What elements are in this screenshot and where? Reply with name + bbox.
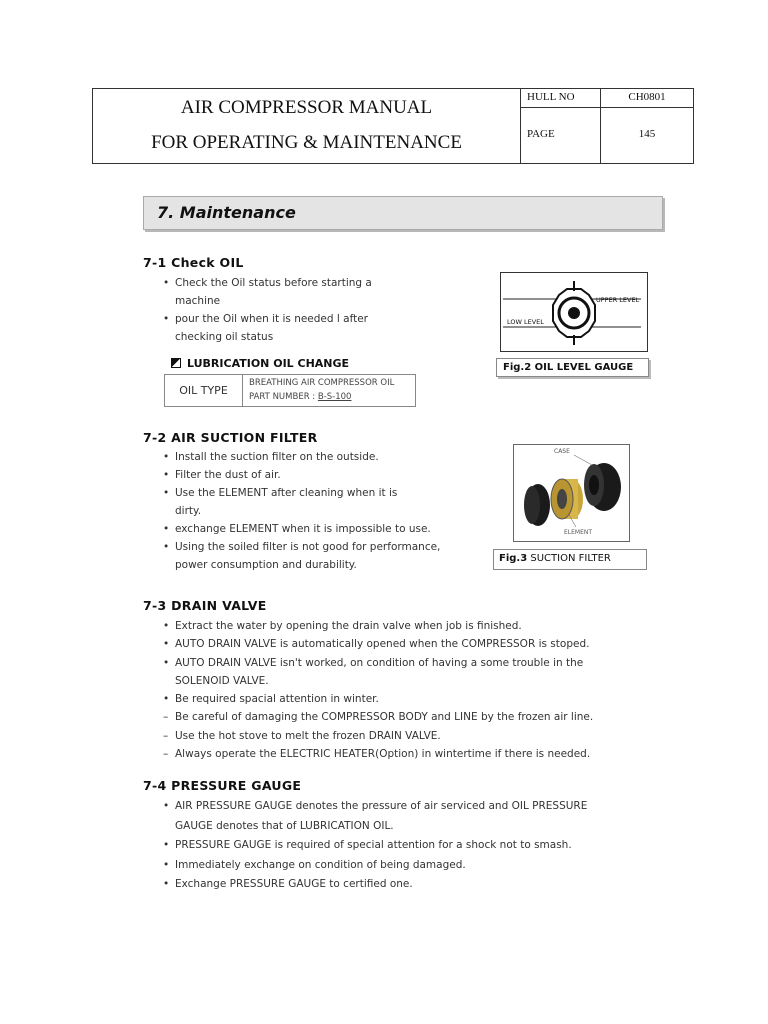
checkbox-marker-icon <box>171 358 181 368</box>
heading-drain-valve: 7-3 DRAIN VALVE <box>143 598 267 613</box>
heading-pressure-gauge: 7-4 PRESSURE GAUGE <box>143 778 302 793</box>
list-item: • AUTO DRAIN VALVE isn't worked, on condition of having a some trouble in the <box>163 656 584 669</box>
list-item-cont: SOLENOID VALVE. <box>175 674 269 687</box>
drain-valve-text <box>163 617 683 763</box>
section-title: 7. Maintenance <box>157 203 296 222</box>
list-item: • pour the Oil when it is needed l after <box>163 313 368 325</box>
section-banner <box>143 196 663 230</box>
list-item-cont: GAUGE denotes that of LUBRICATION OIL. <box>175 819 394 832</box>
list-item: • AIR PRESSURE GAUGE denotes the pressure of air serviced and OIL PRESSURE <box>163 800 588 812</box>
list-item-cont: checking oil status <box>175 331 274 343</box>
oil-level-gauge-figure <box>500 272 648 352</box>
lubrication-title: LUBRICATION OIL CHANGE <box>187 357 350 370</box>
element-label: ELEMENT <box>564 529 593 536</box>
oil-type-label: OIL TYPE <box>165 375 243 406</box>
list-item: • Check the Oil status before starting a <box>163 277 372 289</box>
pressure-gauge-text <box>163 797 683 895</box>
list-item-cont: dirty. <box>175 505 202 517</box>
list-item-cont: machine <box>175 295 221 307</box>
case-label: CASE <box>554 448 570 455</box>
page-label: PAGE <box>521 108 601 163</box>
fig2-caption: Fig.2 OIL LEVEL GAUGE <box>496 358 649 377</box>
header-table <box>92 88 694 164</box>
part-number-value: B-S-100 <box>317 392 352 402</box>
suction-filter-text <box>163 448 463 574</box>
suction-filter-figure <box>513 444 630 542</box>
list-item: • Using the soiled filter is not good for performance, <box>163 541 441 553</box>
upper-level-label: UPPER LEVEL <box>596 296 640 304</box>
low-level-label: LOW LEVEL <box>507 318 544 326</box>
list-item: • Filter the dust of air. <box>163 469 281 481</box>
part-number: PART NUMBER : B-S-100 <box>249 392 352 402</box>
lubrication-table <box>164 374 416 407</box>
list-item: • AUTO DRAIN VALVE is automatically opened when the COMPRESSOR is stoped. <box>163 638 590 651</box>
sub-item: – Always operate the ELECTRIC HEATER(Option) in wintertime if there is needed. <box>163 748 591 761</box>
heading-air-suction-filter: 7-2 AIR SUCTION FILTER <box>143 430 318 445</box>
list-item: • PRESSURE GAUGE is required of special attention for a shock not to smash. <box>163 839 572 851</box>
suction-filter-icon <box>514 445 629 541</box>
list-item: • Use the ELEMENT after cleaning when it is <box>163 487 398 499</box>
list-item: • exchange ELEMENT when it is impossible to use. <box>163 523 431 535</box>
title-line-1: AIR COMPRESSOR MANUAL <box>180 97 433 118</box>
hull-label: HULL NO <box>521 89 601 108</box>
oil-gauge-icon <box>501 273 647 351</box>
hull-value: CH0801 <box>601 89 693 108</box>
page-number: 145 <box>638 128 656 140</box>
heading-check-oil: 7-1 Check OIL <box>143 255 244 270</box>
list-item-cont: power consumption and durability. <box>175 559 357 571</box>
sub-item: – Use the hot stove to melt the frozen DRAIN VALVE. <box>163 729 441 742</box>
sub-item: – Be careful of damaging the COMPRESSOR BODY and LINE by the frozen air line. <box>163 711 594 724</box>
list-item: • Immediately exchange on condition of being damaged. <box>163 858 466 871</box>
manual-title <box>93 89 521 163</box>
list-item: • Extract the water by opening the drain valve when job is finished. <box>163 620 522 632</box>
list-item: • Be required spacial attention in winter. <box>163 693 379 706</box>
title-line-2: FOR OPERATING & MAINTENANCE <box>151 132 462 153</box>
check-oil-text <box>163 274 423 346</box>
fig3-caption: Fig.3 SUCTION FILTER <box>493 549 647 570</box>
oil-type-value: BREATHING AIR COMPRESSOR OIL <box>249 378 395 388</box>
list-item: • Install the suction filter on the outside. <box>163 451 379 463</box>
list-item: • Exchange PRESSURE GAUGE to certified one. <box>163 878 413 890</box>
